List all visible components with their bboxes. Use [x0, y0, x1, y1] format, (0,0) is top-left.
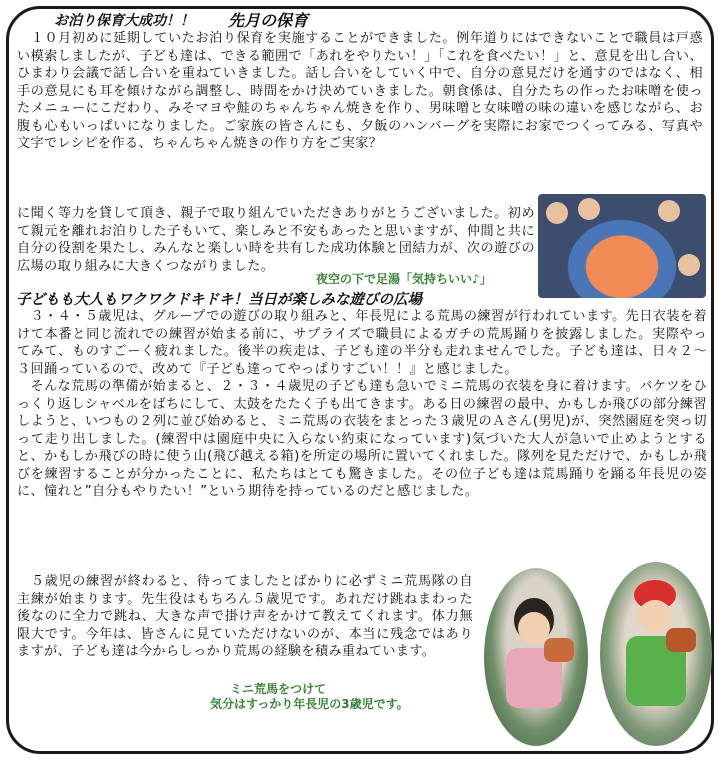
section1-subtitle: 先月の保育	[228, 11, 309, 30]
hobbyhorse-caption-line1: ミニ荒馬をつけて	[230, 682, 327, 696]
hobbyhorse-caption-line2: 気分はすっかり年長児の3歳児です。	[210, 697, 409, 711]
hobbyhorse-caption	[210, 682, 409, 712]
section1-title: お泊り保育大成功！！	[54, 13, 194, 29]
section1-paragraph-wrap: に聞く等力を貸して頂き、親子で取り組んでいただきありがとうございました。初めて親元を離れお泊りした子もいて、楽しみと不安もあったと思いますが、仲間と共に自分の役割を果たし、みんなと楽しい時を共有した成功体験と団結力が、次の遊びの広場の取り組みに大きくつながりました。	[17, 206, 535, 274]
section1-paragraph-top: １０月初めに延期していたお泊り保育を実施することができました。例年道りにはできないことで職員は戸惑い模索しましたが、子ども達は、できる範囲で「あれをやりたい！」「これを食べたい！」と、意見を出し合い、ひまわり会議で話し合いを重ねていきました。話し合いをしていく中で、自分の意見だけを通すのではなく、相手の意見にも耳を傾けながら調整し、時間をかけ決めていきました。朝食係は、自分たちの作ったお味噌を使ったメニューにこだわり、みそマヨや鮭のちゃんちゃん焼きを作り、男味噌と女味噌の味の違いを感じながら、お腹も心もいっぱいになりました。ご家族の皆さんにも、夕飯のハンバーグを実際にお家でつくってみる、写真や文字でレシピを作る、ちゃんちゃん焼きの作り方をご実家？	[17, 31, 703, 151]
child-hobbyhorse-photo-left	[484, 568, 588, 746]
section2-paragraph-main: ３・４・５歳児は、グループでの遊びの取り組みと、年長児による荒馬の練習が行われています。先日衣装を着けて本番と同じ流れでの練習が始まる前に、サプライズで職員によるガチの荒馬踊りを披露しました。実際やってみて、ものすごーく疲れました。後半の疾走は、子ども達の半分も走れませんでした。子ども達は、日々２～３回踊っているので、改めて『子ども達ってやっぱりすごい！！』と感じました。 そんな荒馬の準備が始まると、２・３・４歳児の子ども達も急いでミニ荒馬の衣装を身に着けます。バケツをひっくり返しシャベルをばちにして、太鼓をたたく子も出てきます。ある日の練習の最中、かもしか飛びの部分練習しようと、いつもの２列に並び始めると、ミニ荒馬の衣装をまとった３歳児のＡさん(男児)が、突然園庭を突っ切って走り出しました。(練習中は園庭中央に入らない約束になっています)気づいた大人が急いで止めようとすると、かもしか飛びの時に使う山(飛び越える箱)を所定の場所に置いてくれました。隊列を見ただけで、かもしか飛びを練習することが分かったことに、私たちはとても驚きました。その位子ども達は荒馬踊りを踊る年長児の姿に、憧れと”自分もやりたい！”という期待を持っているのだと感じました。	[17, 309, 707, 499]
footbath-caption: 夜空の下で足湯「気持ちいい♪」	[316, 272, 492, 286]
footbath-photo	[538, 194, 706, 298]
section2-paragraph-bottom: ５歳児の練習が終わると、待ってましたとばかりに必ずミニ荒馬隊の自主練が始まります。先生役はもちろん５歳児です。あれだけ跳ねまわった後なのに全力で跳ね、大きな声で掛け声をかけて教えてくれます。体力無限大です。今年は、皆さんに見ていただけないのが、本当に残念ではありますが、子ども達は今からしっかり荒馬の経験を積み重ねています。	[17, 574, 473, 659]
child-hobbyhorse-photo-right	[600, 562, 712, 746]
section2-title: 子どもも大人もワクワクドキドキ！当日が楽しみな遊びの広場	[16, 292, 422, 308]
